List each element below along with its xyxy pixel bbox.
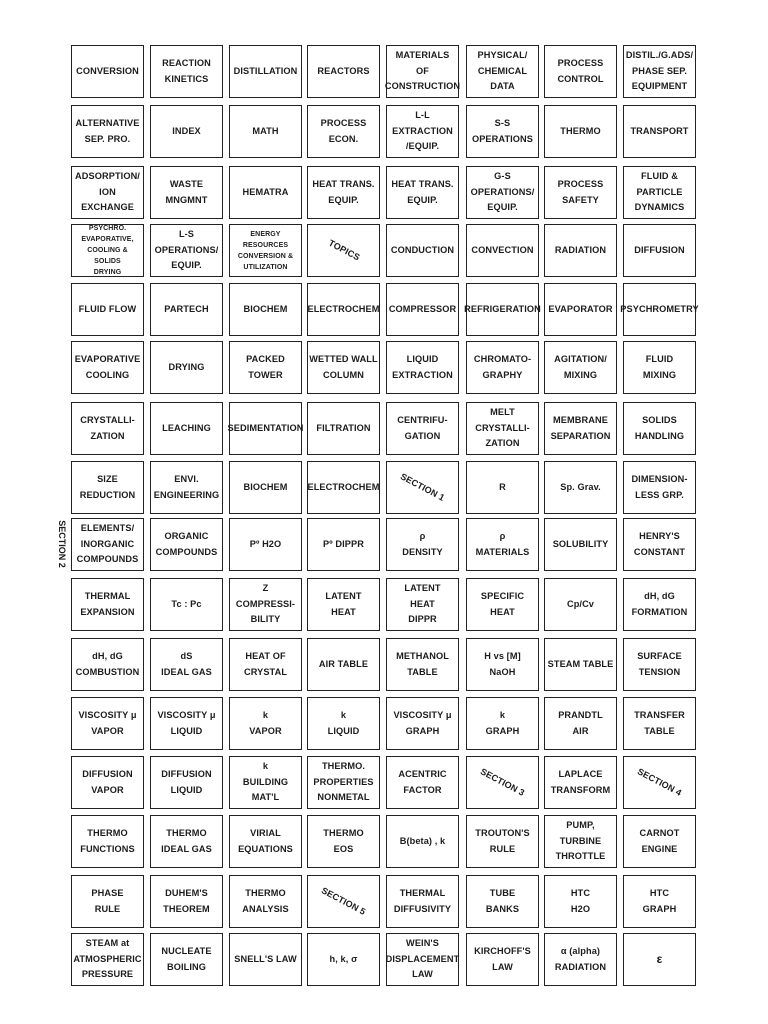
tab-label: DISTILLATION (233, 65, 298, 76)
tab-label: SNELL'S LAW (234, 953, 297, 964)
tab-thermo-analysis[interactable] (229, 875, 302, 928)
tab-alpha-radiation[interactable] (544, 933, 617, 986)
tab-label: TOPICS (326, 237, 362, 263)
tab-section-5[interactable] (307, 875, 380, 928)
tab-label: H vs [M] NaOH (484, 651, 521, 677)
tab-label: Tc : Pc (171, 598, 202, 609)
tab-label: k BUILDING MAT'L (242, 761, 289, 803)
tab-melt-crystalli-zation[interactable] (466, 402, 539, 455)
tab-label: PUMP, TURBINE THROTTLE (555, 820, 606, 862)
tab-centrifu-gation[interactable] (386, 402, 459, 455)
tab-label: SECTION 5 (320, 885, 368, 917)
tab-label: SOLIDS HANDLING (634, 415, 685, 441)
tab-label: FILTRATION (316, 422, 371, 433)
tab-label: THERMAL DIFFUSIVITY (393, 888, 452, 914)
tab-sp-grav[interactable] (544, 461, 617, 514)
tab-label: AIR TABLE (318, 658, 369, 669)
tab-distil-g-ads-phase-sep-equipment[interactable] (623, 45, 696, 98)
tab-label: VISCOSITY μ VAPOR (78, 710, 137, 736)
tab-fluid-flow[interactable] (71, 283, 144, 336)
tab-kirchoff-s-law[interactable] (466, 933, 539, 986)
tab-organic-compounds[interactable] (150, 518, 223, 571)
tab-pump-turbine-throttle[interactable] (544, 815, 617, 868)
tab-label: WEIN'S DISPLACEMENT LAW (385, 938, 460, 980)
tab-acentric-factor[interactable] (386, 756, 459, 809)
tab-thermo-properties-nonmetal[interactable] (307, 756, 380, 809)
tab-k-graph[interactable] (466, 697, 539, 750)
tab-tc-pc[interactable] (150, 578, 223, 631)
tab-htc-graph[interactable] (623, 875, 696, 928)
tab-label: ε (656, 951, 663, 966)
tab-surface-tension[interactable] (623, 638, 696, 691)
tab-label: PSYCHROMETRY (620, 303, 699, 314)
tab-label: COMPRESSOR (388, 303, 457, 314)
tab-label: HTC GRAPH (642, 888, 677, 914)
tab-label: k VAPOR (249, 710, 282, 736)
tab-thermo-functions[interactable] (71, 815, 144, 868)
tab-conduction[interactable] (386, 224, 459, 277)
tab-crystalli-zation[interactable] (71, 402, 144, 455)
tab-label: SOLUBILITY (552, 538, 609, 549)
tab-label: ORGANIC COMPOUNDS (155, 531, 218, 557)
tab-label: ρ MATERIALS (475, 531, 530, 557)
tab-dimension-less-grp[interactable] (623, 461, 696, 514)
tab-label: Pº DIPPR (323, 538, 364, 549)
tab-label: DIFFUSION (634, 244, 685, 255)
tab-refrigeration[interactable] (466, 283, 539, 336)
tab-g-s-operations-equip[interactable] (466, 166, 539, 219)
tab-heat-trans-equip[interactable] (307, 166, 380, 219)
tab-fluid-particle-dynamics[interactable] (623, 166, 696, 219)
tab-label: L-L EXTRACTION /EQUIP. (392, 110, 453, 152)
tab-r[interactable] (466, 461, 539, 514)
tab-label: ENVI. ENGINEERING (153, 474, 220, 500)
tab-sedimentation[interactable] (229, 402, 302, 455)
tab-label: MEMBRANE SEPARATION (550, 415, 611, 441)
tab-label: L-S OPERATIONS/ EQUIP. (154, 229, 219, 271)
tab-p-h2o[interactable] (229, 518, 302, 571)
tab-alternative-sep-pro[interactable] (71, 105, 144, 158)
tab-electrochem[interactable] (307, 283, 380, 336)
tab-label: ADSORPTION/ ION EXCHANGE (75, 171, 140, 213)
tab-label: REACTORS (317, 65, 370, 76)
tab-label: THERMAL EXPANSION (80, 591, 135, 617)
tab-agitation-mixing[interactable] (544, 341, 617, 394)
tab-ds-ideal-gas[interactable] (150, 638, 223, 691)
tab-thermal-expansion[interactable] (71, 578, 144, 631)
tab-label: ENERGY RESOURCES CONVERSION & UTILIZATION (237, 230, 294, 271)
tab-section-1[interactable] (386, 461, 459, 514)
tab-p-dippr[interactable] (307, 518, 380, 571)
tab-label: SECTION 4 (636, 766, 684, 798)
tab-viscosity-liquid[interactable] (150, 697, 223, 750)
tab-materials-of-construction[interactable] (386, 45, 459, 98)
tab-l-s-operations-equip[interactable] (150, 224, 223, 277)
tab-label: DIFFUSION LIQUID (161, 769, 212, 795)
tab-laplace-transform[interactable] (544, 756, 617, 809)
tab-evaporative-cooling[interactable] (71, 341, 144, 394)
tab-specific-heat[interactable] (466, 578, 539, 631)
tab-label: THERMO EOS (323, 828, 364, 854)
tab-label: THERMO. PROPERTIES NONMETAL (313, 761, 374, 803)
tab-label: CENTRIFU- GATION (397, 415, 448, 441)
tab-l-l-extraction-equip[interactable] (386, 105, 459, 158)
tab-reaction-kinetics[interactable] (150, 45, 223, 98)
tab-energy-resources-conversion-utilization[interactable] (229, 224, 302, 277)
tab-label: THERMO ANALYSIS (242, 888, 289, 914)
tab-label: VISCOSITY μ LIQUID (157, 710, 216, 736)
tab-cp-cv[interactable] (544, 578, 617, 631)
tab-k-building-mat-l[interactable] (229, 756, 302, 809)
tab-label: PSYCHRO. EVAPORATIVE, COOLING & SOLIDS DRYING (81, 225, 134, 276)
tab-label: S-S OPERATIONS (471, 118, 534, 144)
tab-transport[interactable] (623, 105, 696, 158)
tab-label: CONDUCTION (390, 244, 455, 255)
tab-radiation[interactable] (544, 224, 617, 277)
tab-index[interactable] (150, 105, 223, 158)
tab-label: FLUID & PARTICLE DYNAMICS (634, 171, 685, 213)
tab-fluid-mixing[interactable] (623, 341, 696, 394)
tab-label: dH, dG COMBUSTION (75, 651, 140, 677)
tab-label: DRYING (168, 361, 205, 372)
tab-label: ELEMENTS/ INORGANIC COMPOUNDS (76, 523, 139, 565)
tab-envi-engineering[interactable] (150, 461, 223, 514)
tab-label: HEAT TRANS. EQUIP. (312, 179, 375, 205)
tab-b-beta-k[interactable] (386, 815, 459, 868)
tab-label: THERMO IDEAL GAS (161, 828, 212, 854)
tab-transfer-table[interactable] (623, 697, 696, 750)
tab-label: LATENT HEAT DIPPR (404, 583, 441, 625)
tab-viscosity-vapor[interactable] (71, 697, 144, 750)
tab-s-s-operations[interactable] (466, 105, 539, 158)
tab-label: SPECIFIC HEAT (480, 591, 525, 617)
tab-label: CARNOT ENGINE (639, 828, 680, 854)
tab-label: Pº H2O (249, 538, 282, 549)
tab-process-econ[interactable] (307, 105, 380, 158)
tab-process-safety[interactable] (544, 166, 617, 219)
tab-henry-s-constant[interactable] (623, 518, 696, 571)
tab-label: METHANOL TABLE (396, 651, 449, 677)
tab-drying[interactable] (150, 341, 223, 394)
tab-label: DIMENSION- LESS GRP. (631, 474, 688, 500)
tab-section-4[interactable] (623, 756, 696, 809)
tab-physical-chemical-data[interactable] (466, 45, 539, 98)
tab-label: CRYSTALLI- ZATION (80, 415, 135, 441)
tab-steam-table[interactable] (544, 638, 617, 691)
tab-label: VISCOSITY μ GRAPH (393, 710, 452, 736)
tab-math[interactable] (229, 105, 302, 158)
tab-label: h, k, σ (329, 953, 358, 964)
tab-thermo-ideal-gas[interactable] (150, 815, 223, 868)
tab-nucleate-boiling[interactable] (150, 933, 223, 986)
tab-label: ELECTROCHEM (307, 481, 380, 492)
tab-dh-dg-formation[interactable] (623, 578, 696, 631)
tab-psychrometry[interactable] (620, 283, 699, 336)
tab-snell-s-law[interactable] (229, 933, 302, 986)
tab-label: DIFFUSION VAPOR (82, 769, 133, 795)
tab-liquid-extraction[interactable] (386, 341, 459, 394)
tab-thermo-eos[interactable] (307, 815, 380, 868)
tab-label: DISTIL./G.ADS/ PHASE SEP. EQUIPMENT (625, 50, 694, 92)
tab-label: PROCESS ECON. (320, 118, 367, 144)
tab-htc-h2o[interactable] (544, 875, 617, 928)
tab-adsorption-ion-exchange[interactable] (71, 166, 144, 219)
tab-hematra[interactable] (229, 166, 302, 219)
tab-label: SURFACE TENSION (637, 651, 682, 677)
tab-virial-equations[interactable] (229, 815, 302, 868)
tab-label: BIOCHEM (243, 481, 288, 492)
tab-label: PRANDTL AIR (558, 710, 603, 736)
tab-label: HTC H2O (570, 888, 591, 914)
tab-label: WASTE MNGMNT (165, 179, 208, 205)
tab-elements-inorganic-compounds[interactable] (71, 518, 144, 571)
tab-label: WETTED WALL COLUMN (309, 354, 378, 380)
tab-label: CHROMATO- GRAPHY (473, 354, 532, 380)
tab-h-vs-m-naoh[interactable] (466, 638, 539, 691)
tab-label: LATENT HEAT (325, 591, 362, 617)
tab-label: TRANSPORT (630, 125, 689, 136)
tab-filtration[interactable] (307, 402, 380, 455)
tab-process-control[interactable] (544, 45, 617, 98)
tab-label: REACTION KINETICS (162, 58, 211, 84)
tab-label: dH, dG FORMATION (631, 591, 688, 617)
tab-phase-rule[interactable] (71, 875, 144, 928)
tab-diffusion[interactable] (623, 224, 696, 277)
tab-conversion[interactable] (71, 45, 144, 98)
tab-label: MELT CRYSTALLI- ZATION (475, 407, 530, 449)
tab-label: LAPLACE TRANSFORM (550, 769, 611, 795)
tab-label: LEACHING (162, 422, 211, 433)
tab-tube-banks[interactable] (466, 875, 539, 928)
tab-label: VIRIAL EQUATIONS (238, 828, 293, 854)
tab-biochem[interactable] (229, 283, 302, 336)
tab-label: PHASE RULE (91, 888, 124, 914)
tab-label: PROCESS SAFETY (557, 179, 604, 205)
tab-methanol-table[interactable] (386, 638, 459, 691)
tab-h-k[interactable] (307, 933, 380, 986)
tab-label: EVAPORATOR (548, 303, 613, 314)
tab-label: PHYSICAL/ CHEMICAL DATA (477, 50, 528, 92)
tab-label: TUBE BANKS (485, 888, 520, 914)
tab-label: HENRY'S CONSTANT (633, 531, 686, 557)
tab-air-table[interactable] (307, 638, 380, 691)
tab-label: TROUTON'S RULE (475, 828, 530, 854)
tab-label: STEAM TABLE (547, 658, 614, 669)
tab-label: EVAPORATIVE COOLING (74, 354, 141, 380)
tab-duhem-s-theorem[interactable] (150, 875, 223, 928)
tab-label: MATH (252, 125, 279, 136)
tab-label: FLUID FLOW (78, 303, 137, 314)
tab-label: LIQUID EXTRACTION (392, 354, 453, 380)
tab-label: ALTERNATIVE SEP. PRO. (75, 118, 140, 144)
tab-wetted-wall-column[interactable] (307, 341, 380, 394)
tab-label: Cp/Cv (566, 598, 595, 609)
tab-viscosity-graph[interactable] (386, 697, 459, 750)
tab-steam-at-atmospheric-pressure[interactable] (71, 933, 144, 986)
tab-label: CONVERSION (76, 65, 139, 76)
tab-latent-heat[interactable] (307, 578, 380, 631)
tab-leaching[interactable] (150, 402, 223, 455)
tab-solubility[interactable] (544, 518, 617, 571)
tab-partech[interactable] (150, 283, 223, 336)
tab-dh-dg-combustion[interactable] (71, 638, 144, 691)
tab-trouton-s-rule[interactable] (466, 815, 539, 868)
tab-label: B(beta) , k (399, 835, 446, 846)
tab-label: G-S OPERATIONS/ EQUIP. (470, 171, 535, 213)
tab-label: Z COMPRESSI- BILITY (235, 583, 296, 625)
tab-label: HEAT OF CRYSTAL (243, 651, 288, 677)
tab-packed-tower[interactable] (229, 341, 302, 394)
tab-label: HEMATRA (242, 186, 289, 197)
tab-label: SECTION 1 (399, 471, 447, 503)
tab-label: PACKED TOWER (246, 354, 285, 380)
tab-psychro-evaporative-cooling-solids-drying[interactable] (71, 224, 144, 277)
tab-topics[interactable] (307, 224, 380, 277)
section-2-side-label: SECTION 2 (57, 520, 67, 568)
tab-label: BIOCHEM (243, 303, 288, 314)
tab-label: k GRAPH (485, 710, 520, 736)
tab-materials[interactable] (466, 518, 539, 571)
tab-label: RADIATION (554, 244, 607, 255)
tab-prandtl-air[interactable] (544, 697, 617, 750)
tab-label: NUCLEATE BOILING (161, 946, 212, 972)
tab-label: PROCESS CONTROL (557, 58, 604, 84)
tab-label: k LIQUID (327, 710, 360, 736)
tab-thermo[interactable] (544, 105, 617, 158)
tab-heat-of-crystal[interactable] (229, 638, 302, 691)
tab-carnot-engine[interactable] (623, 815, 696, 868)
tab-diffusion-liquid[interactable] (150, 756, 223, 809)
tab-label: ELECTROCHEM (307, 303, 380, 314)
tab-thermal-diffusivity[interactable] (386, 875, 459, 928)
tab-label: PARTECH (164, 303, 209, 314)
tab-electrochem[interactable] (307, 461, 380, 514)
tab-size-reduction[interactable] (71, 461, 144, 514)
tab-distillation[interactable] (229, 45, 302, 98)
tab-waste-mngmnt[interactable] (150, 166, 223, 219)
tab-label: STEAM at ATMOSPHERIC PRESSURE (73, 938, 142, 980)
tab-label: HEAT TRANS. EQUIP. (391, 179, 454, 205)
tab-k-vapor[interactable] (229, 697, 302, 750)
tab-label: AGITATION/ MIXING (554, 354, 607, 380)
tab-compressor[interactable] (386, 283, 459, 336)
tab-label: MATERIALS OF CONSTRUCTION (384, 50, 461, 92)
tab-membrane-separation[interactable] (544, 402, 617, 455)
tab-z-compressi-bility[interactable] (229, 578, 302, 631)
tab-label: SIZE REDUCTION (79, 474, 136, 500)
tab-label: ρ DENSITY (402, 531, 443, 557)
tab-label: THERMO (560, 125, 601, 136)
tab-label: ACENTRIC FACTOR (398, 769, 447, 795)
tab-label: REFRIGERATION (464, 303, 541, 314)
tab-label: SEDIMENTATION (227, 422, 304, 433)
tab-label: Sp. Grav. (560, 481, 601, 492)
tab-diffusion-vapor[interactable] (71, 756, 144, 809)
tab-evaporator[interactable] (544, 283, 617, 336)
tab-label: KIRCHOFF'S LAW (474, 946, 531, 972)
tab-reactors[interactable] (307, 45, 380, 98)
tab-solids-handling[interactable] (623, 402, 696, 455)
tab-biochem[interactable] (229, 461, 302, 514)
tab-label: INDEX (172, 125, 201, 136)
tab-cell-15-7[interactable] (623, 933, 696, 986)
tab-density[interactable] (386, 518, 459, 571)
tab-label: α (alpha) RADIATION (554, 946, 607, 972)
tab-label: THERMO FUNCTIONS (80, 828, 135, 854)
tab-section-3[interactable] (466, 756, 539, 809)
tab-chromato-graphy[interactable] (466, 341, 539, 394)
tab-label: FLUID MIXING (642, 354, 677, 380)
tab-label: DUHEM'S THEOREM (163, 888, 210, 914)
tab-label: SECTION 3 (479, 766, 527, 798)
tab-wein-s-displacement-law[interactable] (386, 933, 459, 986)
tab-label: CONVECTION (471, 244, 534, 255)
tab-k-liquid[interactable] (307, 697, 380, 750)
tab-label: TRANSFER TABLE (634, 710, 685, 736)
tab-convection[interactable] (466, 224, 539, 277)
tab-label: dS IDEAL GAS (161, 651, 212, 677)
tab-label: R (499, 481, 506, 492)
tab-latent-heat-dippr[interactable] (386, 578, 459, 631)
tab-heat-trans-equip[interactable] (386, 166, 459, 219)
